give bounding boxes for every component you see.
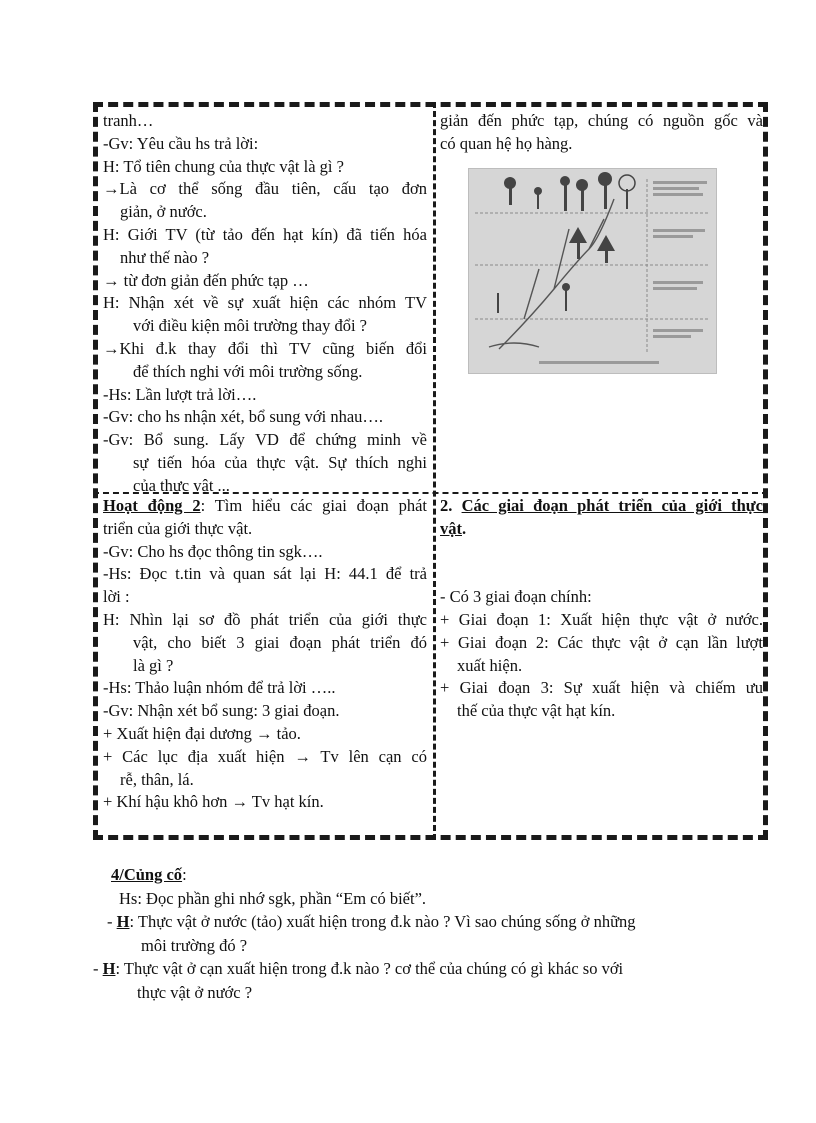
section-number: 2. [440,496,462,515]
question-text: : Thực vật ở nước (tảo) xuất hiện trong đ.k nào ? Vì sao chúng sống ở những [129,912,636,931]
section-title-text-2: vật [440,518,462,538]
section-title-text: Các giai đoạn phát triển của giới thực [461,496,764,515]
text-line: → từ đơn giản đến phức tạp … [103,270,309,290]
text-line: tranh… [103,111,154,130]
text-line: -Hs: Thảo luận nhóm để trả lời ….. [103,678,336,698]
text-line: sự tiến hóa của thực vật. Sự thích nghi [133,452,427,472]
text-line: như thế nào ? [120,247,210,267]
question-1 [93,910,773,934]
text-line: H: Tổ tiên chung của thực vật là gì ? [103,156,344,176]
text-line: + Giai đoạn 2: Các thực vật ở cạn lần lượt [440,632,763,652]
question-bullet: - [107,912,117,931]
text-line: rễ, thân, lá. [120,769,194,789]
spacer [440,541,763,564]
text-line: -Hs: Lần lượt trả lời…. [103,384,257,404]
consolidation-heading [93,863,773,887]
text-line: -Gv: Nhận xét bổ sung: 3 giai đoạn. [103,701,340,721]
question-marker: H [102,959,116,978]
text-line: là gì ? [133,655,174,675]
left-top-cell [103,110,427,498]
text-line: H: Giới TV (từ tảo đến hạt kín) đã tiến hóa [103,224,427,244]
table-column-divider [433,102,436,840]
question-marker: H [116,912,130,931]
text-line: H: Nhận xét về sự xuất hiện các nhóm TV [103,293,427,313]
right-top-cell [440,110,763,156]
section-title-cont [440,518,763,541]
right-bottom-cell [440,495,763,723]
text-line: →Là cơ thể sống đầu tiên, cấu tạo đơn [103,179,427,199]
text-line: →Khi đ.k thay đổi thì TV cũng biến đổi [103,338,427,358]
text-line: + Các lục địa xuất hiện → Tv lên cạn có [103,746,427,766]
consolidation-title: 4/Củng cố [111,865,183,884]
text-line: vật, cho biết 3 giai đoạn phát triển đó [133,632,427,652]
consolidation-section [93,863,773,1004]
text-line: giản, ở nước. [120,202,207,222]
text-line: của thực vật ... [133,475,230,495]
consolidation-title-end: : [182,865,187,884]
text-line: xuất hiện. [457,655,523,675]
plant-evolution-figure [469,169,716,373]
text-line: triển của giới thực vật. [103,518,253,538]
text-line: + Khí hậu khô hơn → Tv hạt kín. [103,792,324,812]
text-line: H: Nhìn lại sơ đồ phát triển của giới thực [103,609,427,629]
text-line: có quan hệ họ hàng. [440,133,573,153]
text-line: lời : [103,587,130,607]
activity-heading [103,495,427,518]
text-line: -Gv: Yêu cầu hs trả lời: [103,133,259,153]
question-text: : Thực vật ở cạn xuất hiện trong đ.k nào ? cơ thể của chúng có gì khác so với [115,959,624,978]
plant-evolution-diagram [468,168,717,374]
spacer [440,563,763,586]
text-line: thực vật ở nước ? [137,982,253,1002]
text-line: -Gv: cho hs nhận xét, bổ sung với nhau…. [103,407,384,427]
text-line: + Giai đoạn 3: Sự xuất hiện và chiếm ưu [440,678,763,698]
left-bottom-cell [103,495,427,814]
text-line: -Gv: Cho hs đọc thông tin sgk…. [103,541,323,561]
text-line: + Giai đoạn 1: Xuất hiện thực vật ở nước. [440,609,763,629]
text-line: Hs: Đọc phần ghi nhớ sgk, phần “Em có biết”. [119,888,427,908]
section-title-end: . [462,518,467,538]
section-title [440,495,763,518]
text-line: thế của thực vật hạt kín. [457,701,616,721]
text-line: -Gv: Bổ sung. Lấy VD để chứng minh về [103,430,427,450]
text-line: giản đến phức tạp, chúng có nguồn gốc và [440,111,763,130]
text-line: -Hs: Đọc t.tin và quan sát lại H: 44.1 để trả [103,564,427,584]
text-line: + Xuất hiện đại dương → tảo. [103,723,301,743]
text-line: với điều kiện môi trường thay đổi ? [133,316,367,336]
text-line: môi trường đó ? [141,935,248,955]
question-bullet: - [93,959,103,978]
text-line: - Có 3 giai đoạn chính: [440,587,592,607]
text-line: để thích nghi với môi trường sống. [133,361,363,381]
activity-heading-rest: : Tìm hiểu các giai đoạn phát [200,496,427,515]
question-2 [93,957,773,981]
activity-title: Hoạt động 2 [103,496,201,515]
